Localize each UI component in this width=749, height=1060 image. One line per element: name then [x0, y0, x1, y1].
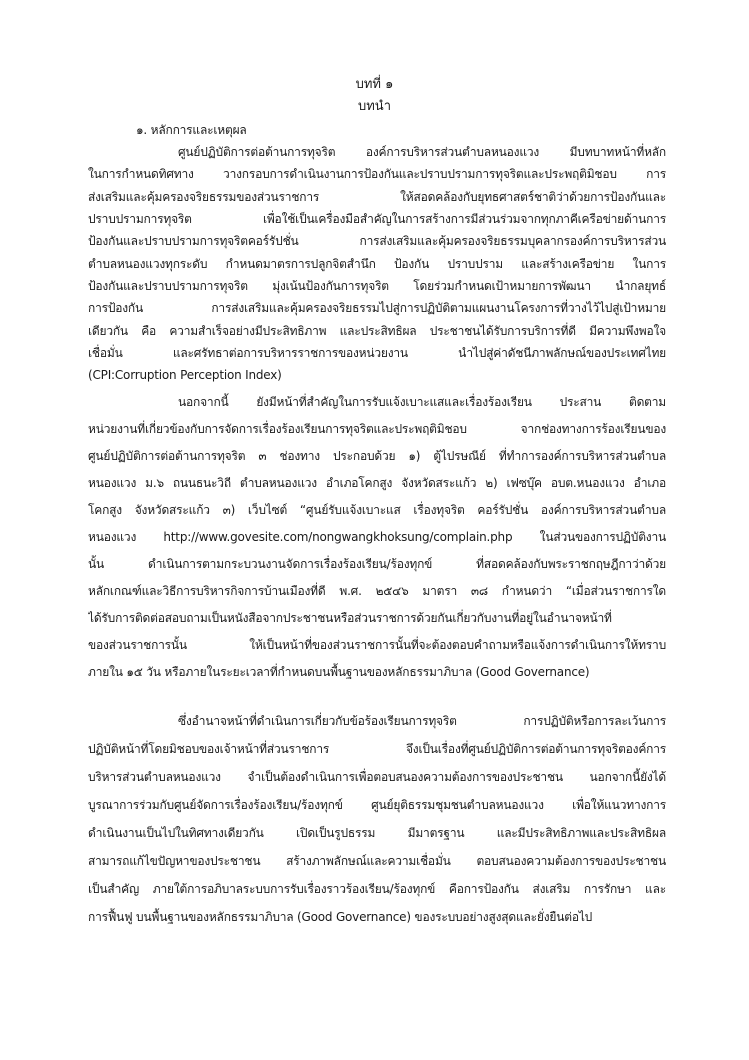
para3-line: บริหารส่วนตำบลหนองแวง จำเป็นต้องดำเนินการเพื่อตอบสนองความต้องการของประชาชน นอกจากนี้ยังได้	[88, 770, 666, 784]
para2-line: ศูนย์ปฏิบัติการต่อต้านการทุจริต ๓ ช่องทาง ประกอบด้วย ๑) ตู้ไปรษณีย์ ที่ทำการองค์การบริหารส่วนตำบล	[88, 449, 666, 463]
para1-line: ป้องกันและปราบปรามการทุจริต มุ่งเน้นป้องกันการทุจริต โดยร่วมกำหนดเป้าหมายการพัฒนา นำกลยุทธ์	[88, 279, 666, 293]
para2-line: หลักเกณฑ์และวิธีการบริหารกิจการบ้านเมืองที่ดี พ.ศ. ๒๕๔๖ มาตรา ๓๘ กำหนดว่า “เมื่อส่วนราชการใด	[88, 584, 666, 598]
para1-line: การป้องกัน การส่งเสริมและคุ้มครองจริยธรรมไปสู่การปฏิบัติตามแผนงานโครงการที่วางไว้ไปสู่เป้าหมาย	[88, 301, 666, 315]
para1-line: (CPI:Corruption Perception Index)	[88, 368, 282, 382]
section-heading: ๑. หลักการและเหตุผล	[136, 123, 247, 137]
para3-line: บูรณาการร่วมกับศูนย์จัดการเรื่องร้องเรียน/ร้องทุกข์ ศูนย์ยุติธรรมชุมชนตำบลหนองแวง เพื่อให้แนวทางการ	[88, 798, 666, 812]
para1-line: ป้องกันและปราบปรามการทุจริตคอร์รัปชั่น การส่งเสริมและคุ้มครองจริยธรรมบุคลากรองค์การบริหารส่วน	[88, 234, 666, 248]
para1-line: ในการกำหนดทิศทาง วางกรอบการดำเนินงานการป้องกันและปราบปรามการทุจริตและประพฤติมิชอบ การ	[88, 167, 666, 181]
para2-line: โคกสูง จังหวัดสระแก้ว ๓) เว็บไซต์ “ศูนย์รับแจ้งเบาะแส เรื่องทุจริต คอร์รัปชั่น องค์การบริหารส่วนตำบล	[88, 503, 666, 517]
para1-line: ส่งเสริมและคุ้มครองจริยธรรมของส่วนราชการ ให้สอดคล้องกับยุทธศาสตร์ชาติว่าด้วยการป้องกันและ	[88, 190, 666, 204]
para2-line: นั้น ดำเนินการตามกระบวนงานจัดการเรื่องร้องเรียน/ร้องทุกข์ ที่สอดคล้องกับพระราชกฤษฎีกาว่าด้วย	[88, 557, 666, 571]
para3-line: ซึ่งอำนาจหน้าที่ดำเนินการเกี่ยวกับข้อร้องเรียนการทุจริต การปฏิบัติหรือการละเว้นการ	[178, 714, 666, 728]
chapter-number: บทที่ ๑	[355, 77, 394, 92]
para3-line: สามารถแก้ไขปัญหาของประชาชน สร้างภาพลักษณ์และความเชื่อมั่น ตอบสนองความต้องการของประชาชน	[88, 854, 666, 868]
para3-line: เป็นสำคัญ ภายใต้การอภิบาลระบบการรับเรื่องราวร้องเรียน/ร้องทุกข์ คือการป้องกัน ส่งเสริม การรักษา และ	[88, 882, 666, 896]
para1-line: เชื่อมั่น และศรัทธาต่อการบริหารราชการของหน่วยงาน นำไปสู่ค่าดัชนีภาพลักษณ์ของประเทศไทย	[88, 346, 666, 360]
para2-line: หนองแวง http://www.govesite.com/nongwangkhoksung/complain.php ในส่วนของการปฏิบัติงาน	[88, 530, 666, 544]
para2-line: ภายใน ๑๕ วัน หรือภายในระยะเวลาที่กำหนดบนพื้นฐานของหลักธรรมาภิบาล (Good Governance)	[88, 665, 590, 679]
para1-line: ศูนย์ปฏิบัติการต่อต้านการทุจริต องค์การบริหารส่วนตำบลหนองแวง มีบทบาทหน้าที่หลัก	[178, 145, 666, 159]
para2-line: นอกจากนี้ ยังมีหน้าที่สำคัญในการรับแจ้งเบาะแสและเรื่องร้องเรียน ประสาน ติดตาม	[178, 395, 666, 409]
para2-line: หนองแวง ม.๖ ถนนธนะวิถี ตำบลหนองแวง อำเภอโคกสูง จังหวัดสระแก้ว ๒) เฟซบุ๊ค อบต.หนองแวง อำเภอ	[88, 476, 666, 490]
para2-line: หน่วยงานที่เกี่ยวข้องกับการจัดการเรื่องร้องเรียนการทุจริตและประพฤติมิชอบ จากช่องทางการร้องเรียนของ	[88, 422, 666, 436]
para3-line: การฟื้นฟู บนพื้นฐานของหลักธรรมาภิบาล (Good Governance) ของระบบอย่างสูงสุดและยั่งยืนต่อไป	[88, 910, 593, 924]
para2-line: ได้รับการติดต่อสอบถามเป็นหนังสือจากประชาชนหรือส่วนราชการด้วยกันเกี่ยวกับงานที่อยู่ในอำนาจหน้าที่	[88, 611, 612, 625]
para1-line: เดียวกัน คือ ความสำเร็จอย่างมีประสิทธิภาพ และประสิทธิผล ประชาชนได้รับการบริการที่ดี มีความพึงพอใจ	[88, 324, 666, 338]
para1-line: ตำบลหนองแวงทุกระดับ กำหนดมาตรการปลูกจิตสำนึก ป้องกัน ปราบปราม และสร้างเครือข่าย ในการ	[88, 257, 666, 271]
para3-line: ดำเนินงานเป็นไปในทิศทางเดียวกัน เปิดเป็นรูปธรรม มีมาตรฐาน และมีประสิทธิภาพและประสิทธิผล	[88, 826, 666, 840]
para3-line: ปฏิบัติหน้าที่โดยมิชอบของเจ้าหน้าที่ส่วนราชการ จึงเป็นเรื่องที่ศูนย์ปฏิบัติการต่อต้านการทุจริตองค์การ	[88, 742, 666, 756]
para1-line: ปราบปรามการทุจริต เพื่อใช้เป็นเครื่องมือสำคัญในการสร้างการมีส่วนร่วมจากทุกภาคีเครือข่ายด้านการ	[88, 212, 666, 226]
para2-line: ของส่วนราชการนั้น ให้เป็นหน้าที่ของส่วนราชการนั้นที่จะต้องตอบคำถามหรือแจ้งการดำเนินการให้ทราบ	[88, 638, 666, 652]
chapter-title: บทนำ	[357, 99, 391, 114]
